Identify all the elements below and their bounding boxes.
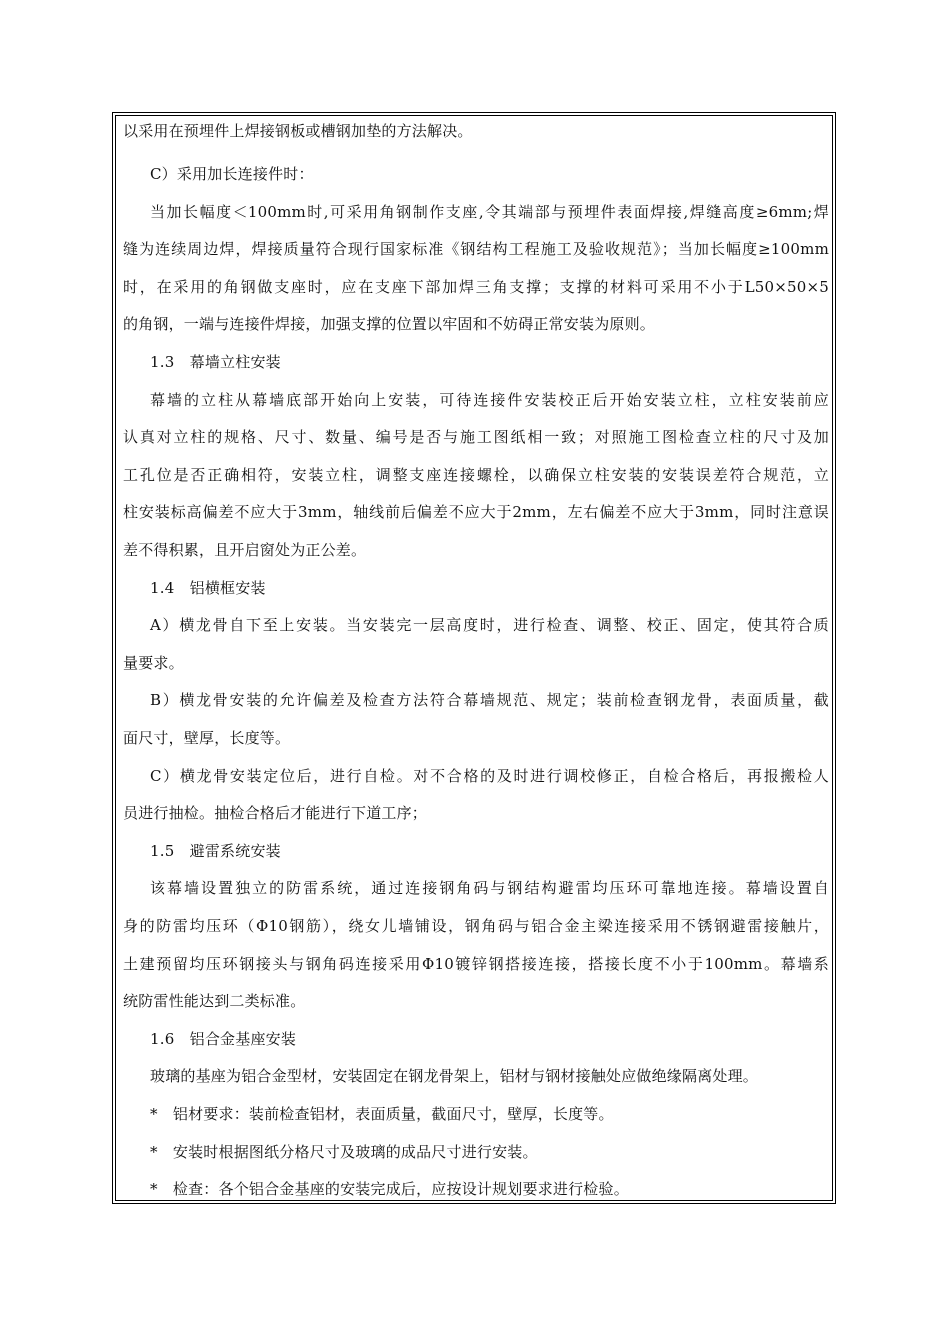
text-line: 以采用在预埋件上焊接钢板或槽钢加垫的方法解决。 bbox=[123, 122, 473, 140]
text-line: 身的防雷均压环（Φ10钢筋），绕女儿墙铺设，钢角码与铝合金主梁连接采用不锈钢避雷接触片， bbox=[123, 917, 829, 935]
section-heading: 1.5 避雷系统安装 bbox=[150, 842, 281, 860]
section-heading: 1.3 幕墙立柱安装 bbox=[150, 353, 281, 371]
text-line: 当加长幅度＜100mm时,可采用角钢制作支座,令其端部与预埋件表面焊接,焊缝高度≥6mm;焊 bbox=[150, 203, 829, 221]
text-line: 认真对立柱的规格、尺寸、数量、编号是否与施工图纸相一致；对照施工图检查立柱的尺寸及加 bbox=[123, 428, 829, 446]
text-line: 员进行抽检。抽检合格后才能进行下道工序； bbox=[123, 804, 428, 822]
bullet-item: * 安装时根据图纸分格尺寸及玻璃的成品尺寸进行安装。 bbox=[150, 1143, 538, 1161]
text-line: 的角钢，一端与连接件焊接，加强支撑的位置以牢固和不妨碍正常安装为原则。 bbox=[123, 315, 656, 333]
text-line: A）横龙骨自下至上安装。当安装完一层高度时，进行检查、调整、校正、固定，使其符合质 bbox=[150, 616, 829, 634]
text-line: 量要求。 bbox=[123, 654, 184, 672]
bullet-item: * 检查：各个铝合金基座的安装完成后，应按设计规划要求进行检验。 bbox=[150, 1180, 629, 1198]
text-line: B）横龙骨安装的允许偏差及检查方法符合幕墙规范、规定；装前检查钢龙骨，表面质量，截 bbox=[150, 691, 829, 709]
text-line: 统防雷性能达到二类标准。 bbox=[123, 992, 306, 1010]
section-heading: 1.4 铝横框安装 bbox=[150, 579, 266, 597]
text-line: 玻璃的基座为铝合金型材，安装固定在钢龙骨架上，铝材与钢材接触处应做绝缘隔离处理。 bbox=[150, 1067, 759, 1085]
text-line: 缝为连续周边焊，焊接质量符合现行国家标准《钢结构工程施工及验收规范》；当加长幅度≥100mm bbox=[123, 240, 829, 258]
text-line: 柱安装标高偏差不应大于3mm，轴线前后偏差不应大于2mm，左右偏差不应大于3mm，同时注意误 bbox=[123, 503, 829, 521]
text-line: 该幕墙设置独立的防雷系统，通过连接钢角码与钢结构避雷均压环可靠地连接。幕墙设置自 bbox=[150, 879, 829, 897]
section-heading: 1.6 铝合金基座安装 bbox=[150, 1030, 297, 1048]
text-line: C）采用加长连接件时： bbox=[150, 165, 314, 183]
bullet-item: * 铝材要求：装前检查铝材，表面质量，截面尺寸，壁厚，长度等。 bbox=[150, 1105, 614, 1123]
text-line: 工孔位是否正确相符，安装立柱，调整支座连接螺栓，以确保立柱安装的安装误差符合规范，立 bbox=[123, 466, 829, 484]
text-line: 面尺寸，壁厚，长度等。 bbox=[123, 729, 291, 747]
text-line: 时，在采用的角钢做支座时，应在支座下部加焊三角支撑；支撑的材料可采用不小于L50×50×5 bbox=[123, 278, 829, 296]
text-line: 幕墙的立柱从幕墙底部开始向上安装，可待连接件安装校正后开始安装立柱，立柱安装前应 bbox=[150, 391, 829, 409]
text-line: 差不得积累，且开启窗处为正公差。 bbox=[123, 541, 367, 559]
text-line: 土建预留均压环钢接头与钢角码连接采用Φ10镀锌钢搭接连接，搭接长度不小于100mm。幕墙系 bbox=[123, 955, 829, 973]
text-line: C）横龙骨安装定位后，进行自检。对不合格的及时进行调校修正，自检合格后，再报搬检人 bbox=[150, 767, 829, 785]
